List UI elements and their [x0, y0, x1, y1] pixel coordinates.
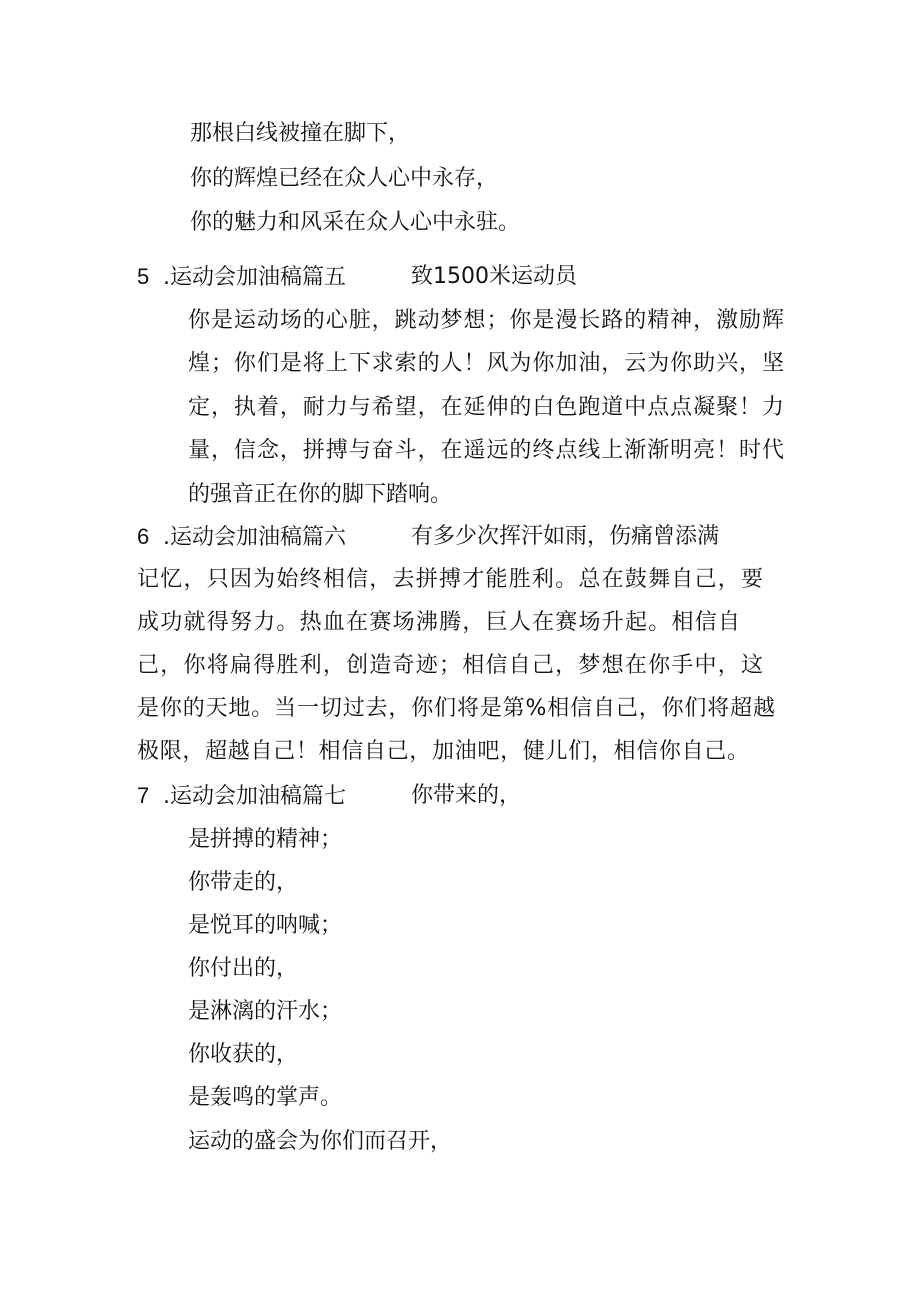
poem-line: 你付出的，	[188, 956, 299, 981]
poem-line: 你收获的，	[188, 1042, 299, 1067]
poem-line: 那根白线被撞在脚下，	[190, 121, 411, 146]
paragraph-line: 量，信念，拼搏与奋斗，在遥远的终点线上渐渐明亮！时代	[188, 438, 784, 463]
paragraph-line: 定，执着，耐力与希望，在延伸的白色跑道中点点凝聚！力	[188, 395, 784, 420]
poem-line: 你带走的，	[188, 870, 299, 895]
poem-line: 是拼搏的精神；	[188, 827, 343, 852]
poem-line: 是轰鸣的掌声。	[188, 1085, 343, 1110]
section-title: .运动会加油稿篇六	[163, 525, 346, 550]
poem-line: 你的辉煌已经在众人心中永存，	[190, 166, 499, 191]
paragraph-line: 极限，超越自己！相信自己，加油吧，健儿们，相信你自己。	[137, 739, 749, 764]
section-first-line: 致1500米运动员	[411, 264, 577, 289]
section-title: .运动会加油稿篇七	[163, 784, 346, 809]
paragraph-line: 己，你将扁得胜利，创造奇迹；相信自己，梦想在你手中，这	[137, 653, 763, 678]
section-heading-5	[137, 262, 787, 292]
paragraph-line: 记忆，只因为始终相信，去拼搏才能胜利。总在鼓舞自己，要	[137, 567, 763, 592]
section-first-line: 你带来的，	[411, 783, 522, 808]
paragraph-line: 是你的天地。当一切过去，你们将是第%相信自己，你们将超越	[137, 696, 775, 721]
section-number: 7	[137, 783, 150, 808]
poem-line: 你的魅力和风采在众人心中永驻。	[190, 210, 521, 235]
section-heading-7	[137, 781, 787, 811]
paragraph-line: 你是运动场的心脏，跳动梦想；你是漫长路的精神，激励辉	[188, 308, 784, 333]
section-heading-6	[137, 522, 787, 552]
paragraph-line: 成功就得努力。热血在赛场沸腾，巨人在赛场升起。相信自	[137, 610, 740, 635]
poem-line: 是淋漓的汗水；	[188, 999, 343, 1024]
poem-line: 运动的盛会为你们而召开，	[188, 1129, 453, 1154]
section-first-line: 有多少次挥汗如雨，伤痛曾添满	[411, 524, 720, 549]
paragraph-line: 煌；你们是将上下求索的人！风为你加油，云为你助兴，坚	[188, 351, 784, 376]
section-number: 6	[137, 524, 150, 549]
poem-line: 是悦耳的呐喊；	[188, 913, 343, 938]
section-number: 5	[137, 264, 150, 289]
section-title: .运动会加油稿篇五	[163, 265, 346, 290]
paragraph-line: 的强音正在你的脚下踏响。	[188, 482, 453, 507]
